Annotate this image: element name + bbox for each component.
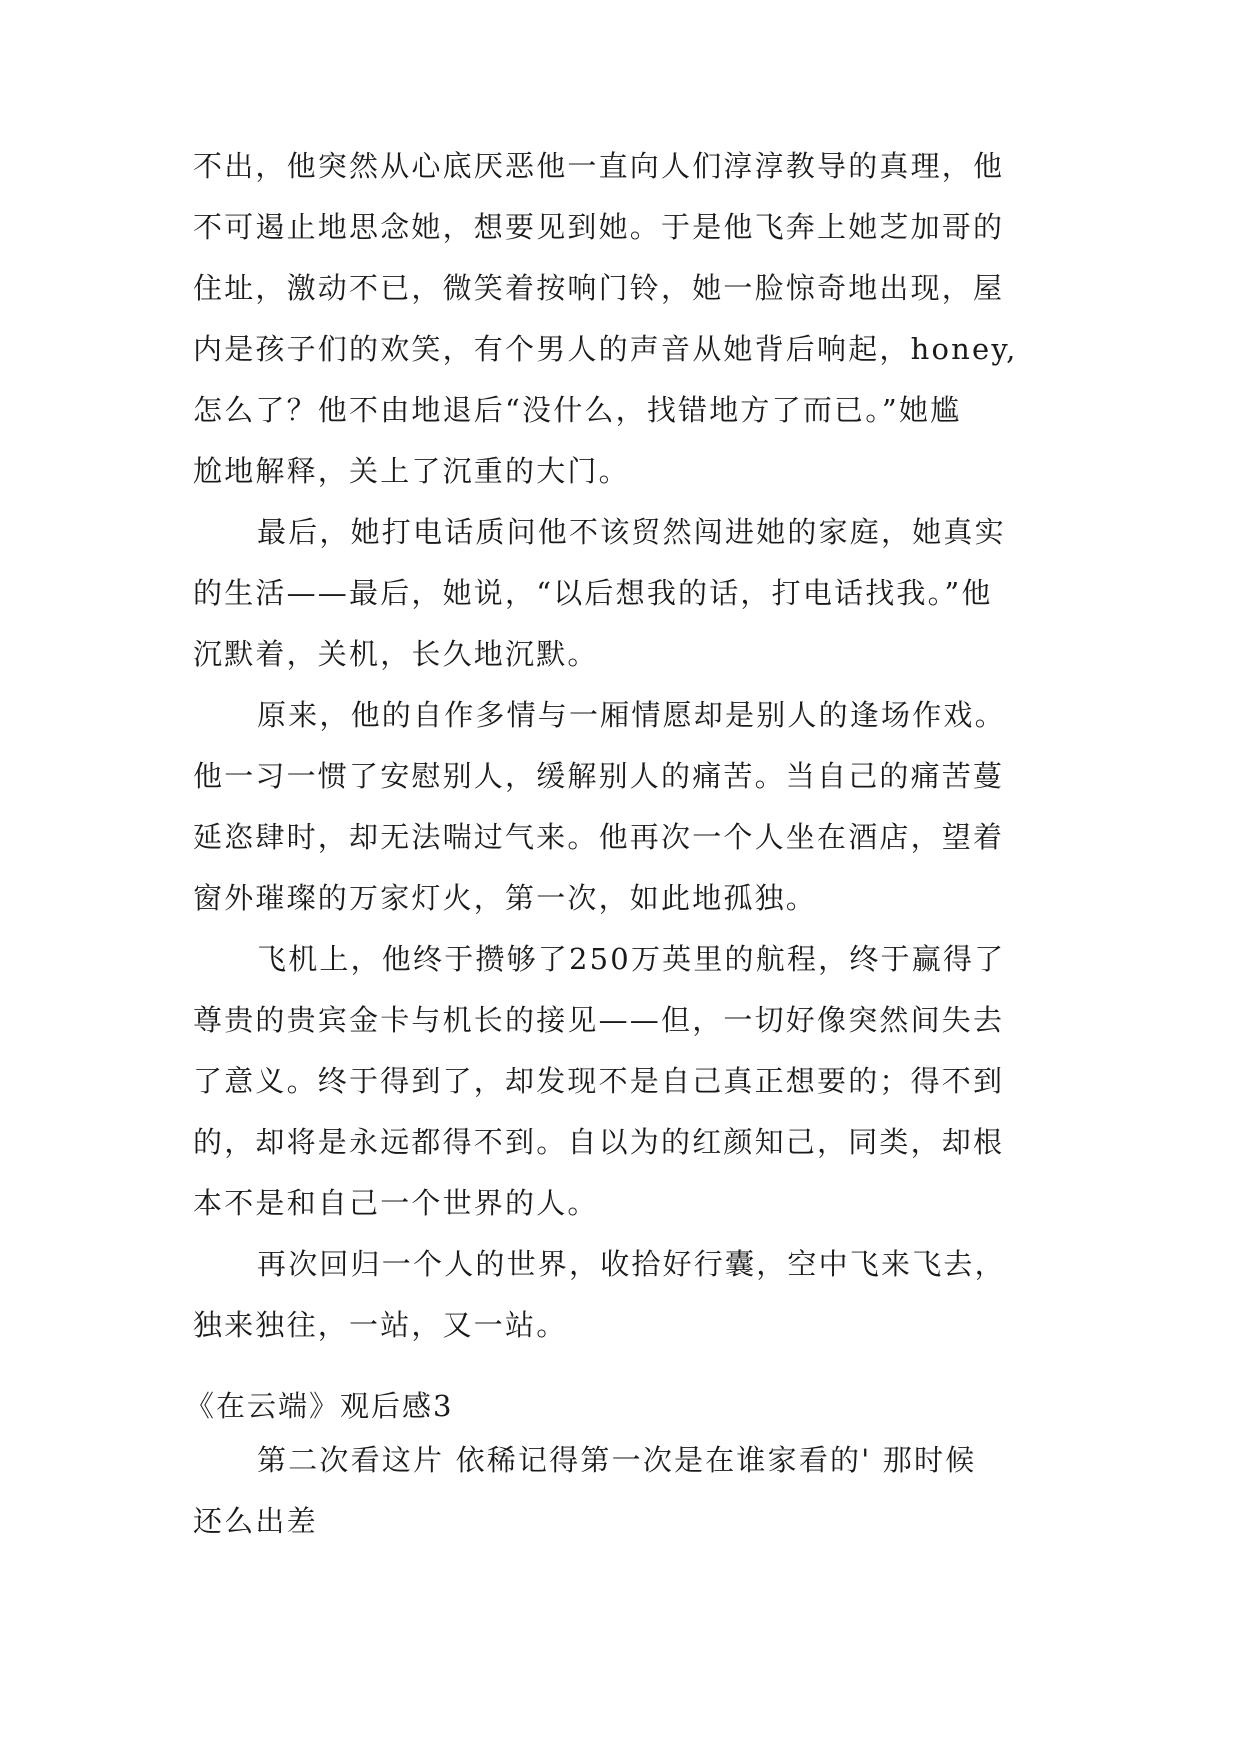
text-line: 本不是和自己一个世界的人。 xyxy=(193,1186,599,1220)
text-line: 了意义。终于得到了，却发现不是自己真正想要的；得不到 xyxy=(193,1064,1005,1098)
paragraph-4 xyxy=(193,929,1053,1234)
section-heading: 《在云端》观后感3 xyxy=(185,1389,454,1423)
text-line: 第二次看这片 依稀记得第一次是在谁家看的' 那时候 xyxy=(257,1443,977,1477)
text-line: 飞机上，他终于攒够了250万英里的航程，终于赢得了 xyxy=(257,942,1006,976)
text-line: 不可遏止地思念她，想要见到她。于是他飞奔上她芝加哥的 xyxy=(193,210,1005,244)
text-line: 尊贵的贵宾金卡与机长的接见——但，一切好像突然间失去 xyxy=(193,1003,1005,1037)
paragraph-3 xyxy=(193,685,1053,929)
text-line: 再次回归一个人的世界，收拾好行囊，空中飞来飞去， xyxy=(257,1247,1006,1281)
text-line: 窗外璀璨的万家灯火，第一次，如此地孤独。 xyxy=(193,881,818,915)
text-line: 独来独往，一站，又一站。 xyxy=(193,1308,568,1342)
text-line: 沉默着，关机，长久地沉默。 xyxy=(193,637,599,671)
paragraph-5 xyxy=(193,1234,1053,1356)
text-line: 还么出差 xyxy=(193,1504,318,1538)
text-line: 最后，她打电话质问他不该贸然闯进她的家庭，她真实 xyxy=(257,515,1006,549)
paragraph-2 xyxy=(193,502,1053,685)
text-line: 怎么了？他不由地退后“没什么，找错地方了而已。”她尴 xyxy=(193,393,962,427)
text-line: 延恣肆时，却无法喘过气来。他再次一个人坐在酒店，望着 xyxy=(193,820,1005,854)
text-line: 原来，他的自作多情与一厢情愿却是别人的逢场作戏。 xyxy=(257,698,1006,732)
paragraph-6 xyxy=(193,1430,1053,1552)
paragraph-1 xyxy=(193,136,1053,502)
text-line: 住址，激动不已，微笑着按响门铃，她一脸惊奇地出现，屋 xyxy=(193,271,1005,305)
text-line: 内是孩子们的欢笑，有个男人的声音从她背后响起，honey, xyxy=(193,332,1018,366)
text-line: 尬地解释，关上了沉重的大门。 xyxy=(193,454,630,488)
text-line: 的，却将是永远都得不到。自以为的红颜知己，同类，却根 xyxy=(193,1125,1005,1159)
text-line: 不出，他突然从心底厌恶他一直向人们淳淳教导的真理，他 xyxy=(193,149,1005,183)
text-line: 他一习一惯了安慰别人，缓解别人的痛苦。当自己的痛苦蔓 xyxy=(193,759,1005,793)
text-line: 的生活——最后，她说，“以后想我的话，打电话找我。”他 xyxy=(193,576,993,610)
